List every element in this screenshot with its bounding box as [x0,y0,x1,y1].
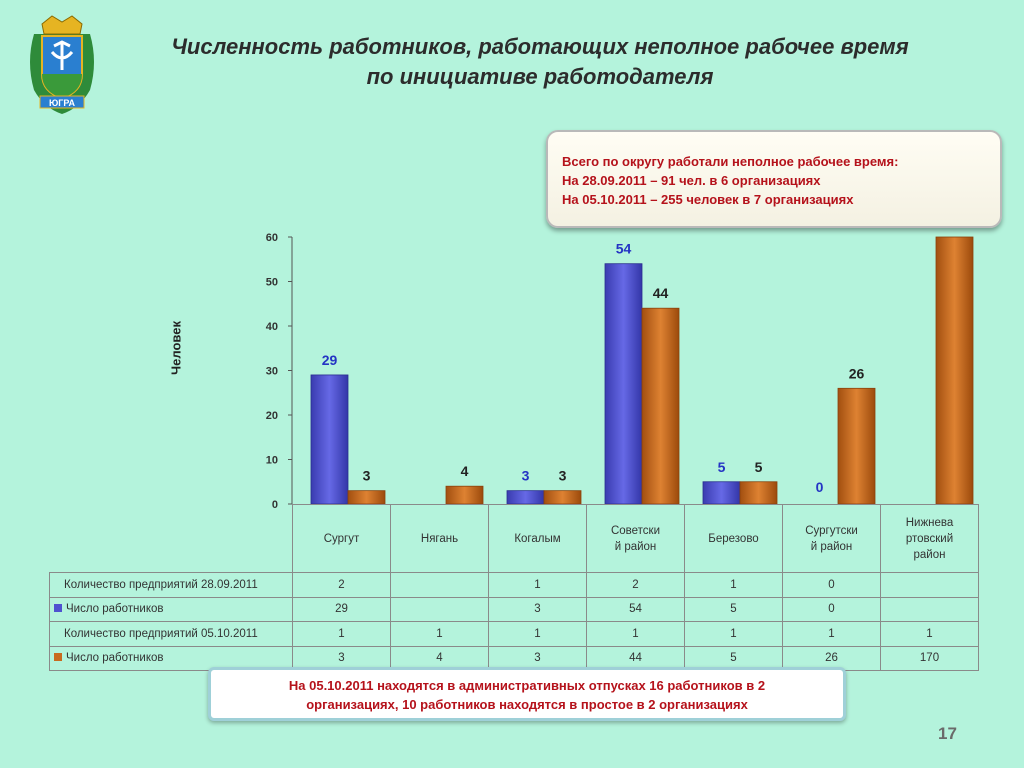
y-tick-label: 40 [265,321,278,333]
bar-series1 [605,264,642,504]
y-tick-label: 0 [271,499,278,511]
legend-key [54,653,62,661]
bar-series1 [311,375,348,504]
y-axis-label: Человек [168,321,184,375]
table-cell: 44 [587,646,685,671]
category-label-line: ртовский [905,532,954,545]
bar-series1 [703,482,740,504]
title-line-1: Численность работников, работающих неполное рабочее время [171,34,909,59]
bar-series2 [348,491,385,504]
table-row [50,573,979,598]
category-label-line: й район [614,540,657,553]
table-row [50,622,979,647]
bar-series2 [642,308,679,504]
table-cell [391,573,489,598]
category-label-line: Березово [708,532,759,545]
row-label-text: Число работников [66,652,164,665]
table-corner [50,505,293,573]
table-cell: 4 [391,646,489,671]
data-label: 3 [362,467,371,484]
summary-line-2: На 28.09.2011 – 91 чел. в 6 организациях [562,173,821,188]
bar-series2 [446,486,483,504]
row-label-text: Количество предприятий 28.09.2011 [64,578,258,591]
table-row [50,597,979,622]
row-label [50,622,293,647]
data-label: 26 [848,365,865,382]
table-cell: 1 [685,573,783,598]
table-cell [881,597,979,622]
category-label [881,505,979,573]
note-line-2: организациях, 10 работников находятся в простое в 2 организациях [306,697,748,712]
table-cell: 2 [587,573,685,598]
bar-series2 [838,388,875,504]
category-label-line: Нижнева [905,516,954,529]
category-label-line: район [913,548,946,561]
table-cell: 1 [587,622,685,647]
category-label [783,505,881,573]
category-label [489,505,587,573]
data-label: 44 [652,285,669,302]
y-tick-label: 30 [265,365,278,378]
y-tick-label: 60 [265,232,278,244]
table-cell: 1 [293,622,391,647]
table-cell: 1 [489,573,587,598]
note-box [208,667,846,721]
table-cell: 5 [685,646,783,671]
page-number: 17 [938,724,957,743]
category-label-line: Сургутски [805,524,858,537]
data-label: 3 [521,467,530,484]
table-cell: 1 [391,622,489,647]
summary-line-3: На 05.10.2011 – 255 человек в 7 организациях [562,192,854,207]
data-label: 54 [615,240,632,257]
category-label-line: Нягань [420,532,459,545]
legend-key [54,604,62,612]
row-label-text: Число работников [66,603,164,616]
table-cell: 29 [293,597,391,622]
table-cell [881,573,979,598]
bar-series2 [936,237,973,504]
category-label [391,505,489,573]
table-cell: 5 [685,597,783,622]
category-label [587,505,685,573]
row-label [50,597,293,622]
table-cell: 3 [489,646,587,671]
title-line-2: по инициативе работодателя [366,64,714,89]
y-tick-label: 10 [265,454,278,467]
data-label: 5 [717,458,726,475]
table-cell: 3 [489,597,587,622]
table-cell: 1 [685,622,783,647]
category-label-line: й район [810,540,853,553]
bar-series1 [507,491,544,504]
category-label [685,505,783,573]
table-cell [391,597,489,622]
note-line-1: На 05.10.2011 находятся в административных отпусках 16 работников в 2 [288,678,766,693]
table-cell: 1 [881,622,979,647]
row-label-text: Количество предприятий 05.10.2011 [64,627,258,640]
table-cell: 1 [783,622,881,647]
category-label-line: Сургут [323,532,360,545]
data-label: 4 [460,463,469,480]
data-table [49,504,979,671]
bar-series2 [544,491,581,504]
data-label: 0 [815,479,824,495]
data-label: 3 [558,467,567,484]
summary-line-1: Всего по округу работали неполное рабочее время: [562,154,899,169]
data-label: 5 [754,458,763,475]
emblem-text: ЮГРА [48,98,76,108]
table-cell: 2 [293,573,391,598]
table-cell: 0 [783,597,881,622]
bar-series2 [740,482,777,504]
y-tick-label: 50 [265,276,278,289]
y-tick-label: 20 [265,410,278,422]
data-label: 29 [321,351,338,368]
table-cell: 26 [783,646,881,671]
row-label [50,573,293,598]
table-cell: 0 [783,573,881,598]
category-label-line: Советски [610,524,661,537]
table-cell: 3 [293,646,391,671]
table-cell: 54 [587,597,685,622]
table-cell: 170 [881,646,979,671]
category-label [293,505,391,573]
table-cell: 1 [489,622,587,647]
category-label-line: Когалым [514,532,561,545]
